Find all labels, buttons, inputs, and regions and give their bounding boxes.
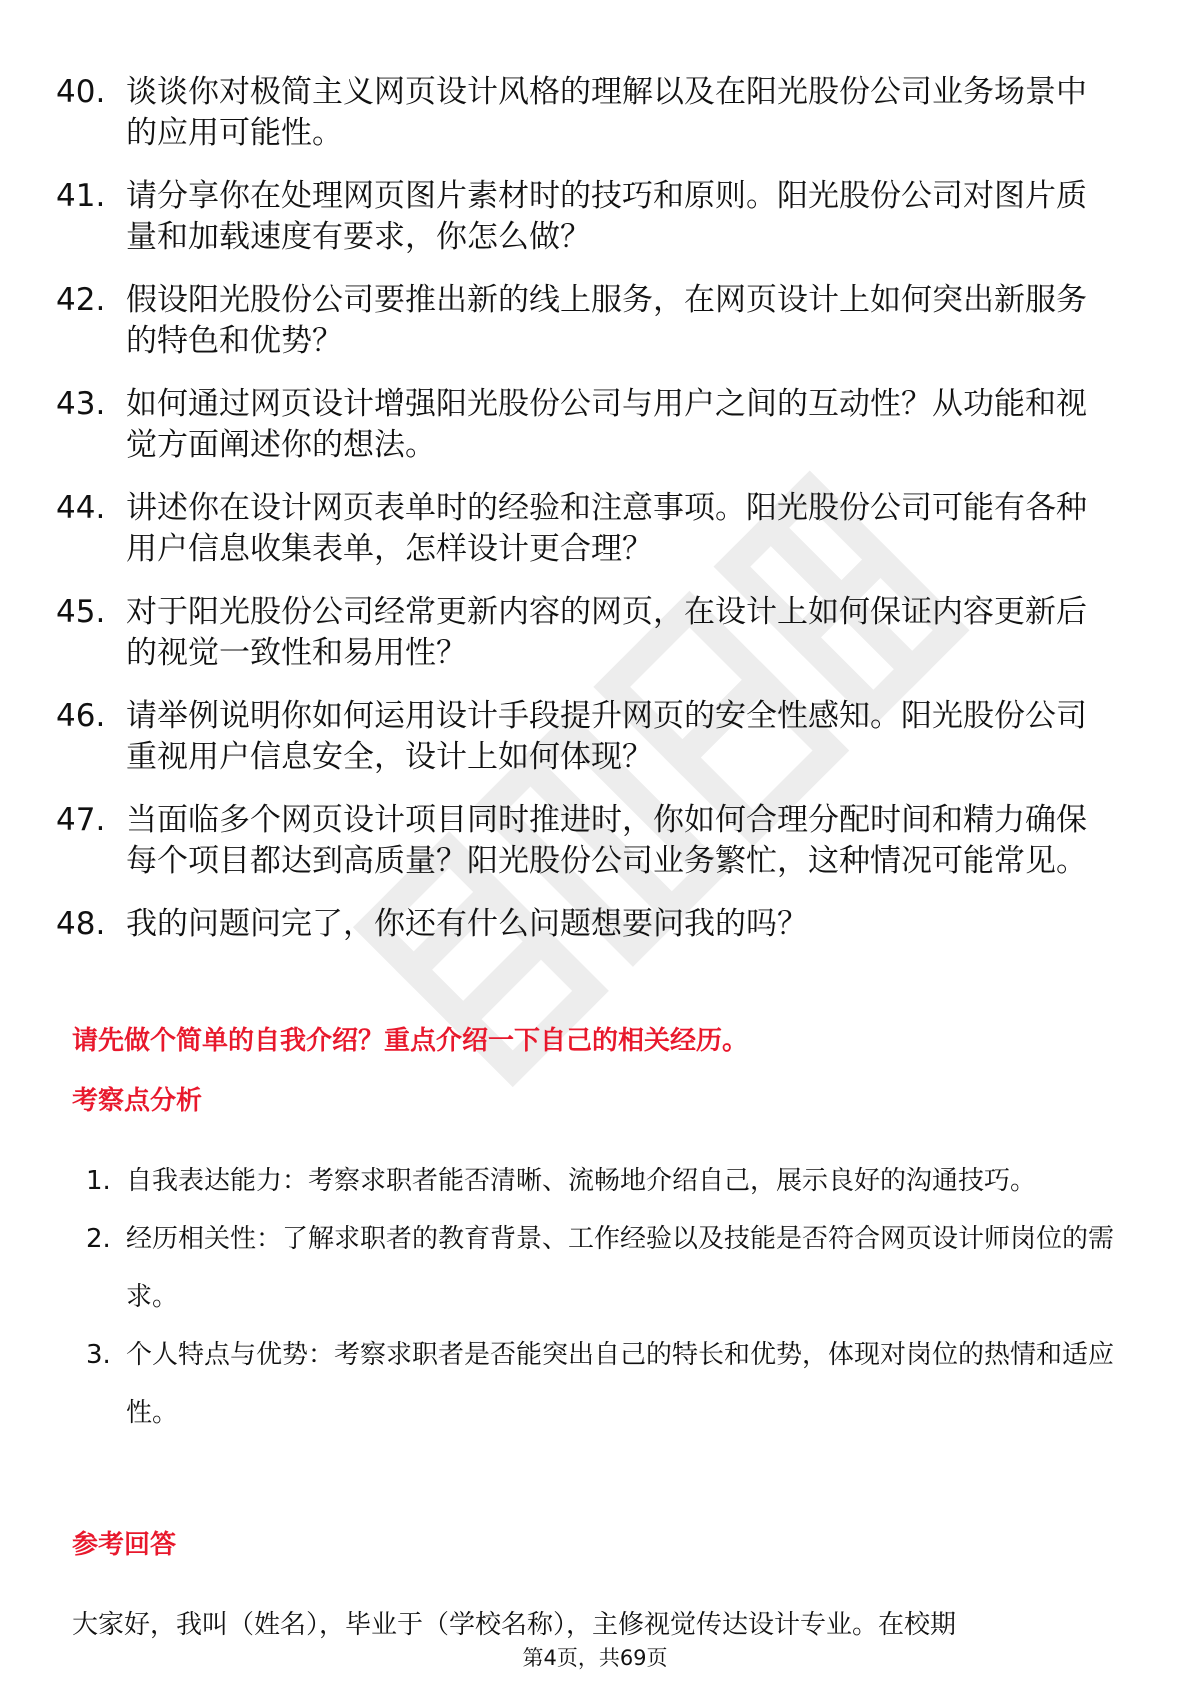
intro-question-heading: 请先做个简单的自我介绍？重点介绍一下自己的相关经历。 <box>72 1026 749 1056</box>
list-item <box>86 1326 1116 1442</box>
reference-heading: 参考回答 <box>72 1530 177 1560</box>
list-item <box>56 904 1116 945</box>
item-text: 个人特点与优势：考察求职者是否能突出自己的特长和优势，体现对岗位的热情和适应性。 <box>126 1340 1115 1428</box>
item-text: 谈谈你对极简主义网页设计风格的理解以及在阳光股份公司业务场景中的应用可能性。 <box>126 74 1087 151</box>
item-text: 请举例说明你如何运用设计手段提升网页的安全性感知。阳光股份公司重视用户信息安全，设计上如何体现？ <box>126 698 1087 775</box>
item-text: 对于阳光股份公司经常更新内容的网页，在设计上如何保证内容更新后的视觉一致性和易用性？ <box>126 594 1087 671</box>
item-text: 当面临多个网页设计项目同时推进时，你如何合理分配时间和精力确保每个项目都达到高质量？阳光股份公司业务繁忙，这种情况可能常见。 <box>126 802 1087 879</box>
analysis-list <box>86 1152 1116 1442</box>
item-number: 40. <box>56 74 106 110</box>
item-text: 经历相关性：了解求职者的教育背景、工作经验以及技能是否符合网页设计师岗位的需求。 <box>126 1224 1115 1312</box>
item-text: 讲述你在设计网页表单时的经验和注意事项。阳光股份公司可能有各种用户信息收集表单，怎样设计更合理？ <box>126 490 1087 567</box>
list-item <box>86 1210 1116 1326</box>
item-number: 2. <box>86 1224 111 1254</box>
item-number: 43. <box>56 386 106 422</box>
list-item <box>56 72 1116 154</box>
item-number: 48. <box>56 906 106 942</box>
item-text: 请分享你在处理网页图片素材时的技巧和原则。阳光股份公司对图片质量和加载速度有要求，你怎么做？ <box>126 178 1087 255</box>
list-item <box>56 488 1116 570</box>
item-number: 45. <box>56 594 106 630</box>
item-text: 我的问题问完了，你还有什么问题想要问我的吗？ <box>126 906 808 942</box>
item-number: 47. <box>56 802 106 838</box>
item-text: 假设阳光股份公司要推出新的线上服务，在网页设计上如何突出新服务的特色和优势？ <box>126 282 1087 359</box>
list-item <box>56 592 1116 674</box>
item-number: 3. <box>86 1340 111 1370</box>
list-item <box>56 696 1116 778</box>
item-text: 自我表达能力：考察求职者能否清晰、流畅地介绍自己，展示良好的沟通技巧。 <box>126 1166 1037 1196</box>
list-item <box>56 280 1116 362</box>
reference-answer-text: 大家好，我叫（姓名），毕业于（学校名称），主修视觉传达设计专业。在校期 <box>72 1610 957 1640</box>
list-item <box>56 384 1116 466</box>
list-item <box>56 176 1116 258</box>
item-number: 44. <box>56 490 106 526</box>
item-number: 42. <box>56 282 106 318</box>
list-item <box>56 800 1116 882</box>
item-number: 46. <box>56 698 106 734</box>
analysis-heading: 考察点分析 <box>72 1086 203 1116</box>
question-list <box>56 72 1116 967</box>
item-number: 1. <box>86 1166 111 1196</box>
item-number: 41. <box>56 178 106 214</box>
page-footer: 第4页，共69页 <box>522 1646 668 1670</box>
item-text: 如何通过网页设计增强阳光股份公司与用户之间的互动性？从功能和视觉方面阐述你的想法。 <box>126 386 1087 463</box>
list-item <box>86 1152 1116 1210</box>
